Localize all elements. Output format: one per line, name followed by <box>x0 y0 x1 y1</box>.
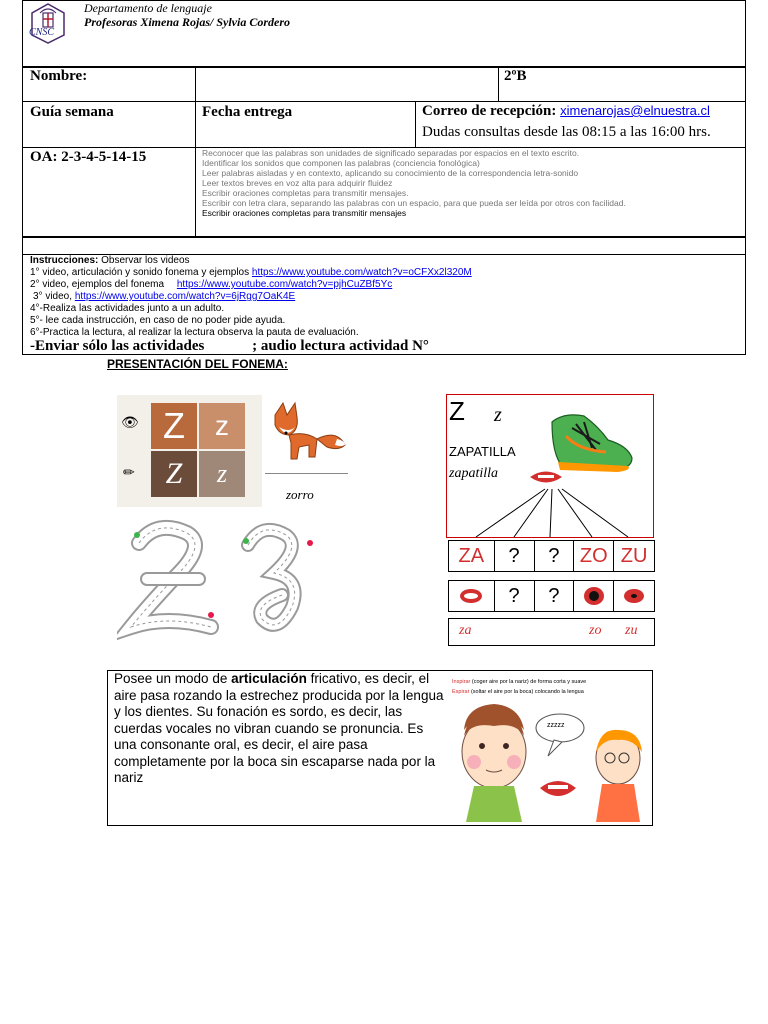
oa-item: Leer textos breves en voz alta para adquirir fluidez <box>202 178 393 188</box>
lower-z-script: z <box>216 459 228 488</box>
mouth-icon <box>528 468 564 486</box>
small-z-script: z <box>494 404 502 426</box>
oa-item: Escribir con letra clara, separando las palabras con un espacio, para que pueda ser leída por otros con facilidad. <box>202 198 626 208</box>
upper-z-script: Z <box>165 457 183 490</box>
oa-label: OA: 2-3-4-5-14-15 <box>30 149 147 165</box>
mail-label: Correo de recepción: <box>422 103 557 119</box>
lower-z: z <box>215 410 229 441</box>
hours-text: Dudas consultas desde las 08:15 a las 16:00 hrs. <box>422 124 711 140</box>
articulation-bold: articulación <box>231 671 307 686</box>
big-z: Z <box>449 396 465 426</box>
video3-link[interactable]: https://www.youtube.com/watch?v=6jRgg7OaK4E <box>74 291 296 302</box>
mouth-a-icon <box>459 588 483 604</box>
instructions-intro: Observar los videos <box>101 255 190 266</box>
arrows-diagram <box>470 485 640 540</box>
syllable-blank: ? <box>508 544 520 567</box>
step6: 6°-Practica la lectura, al realizar la lectura observa la pauta de evaluación. <box>30 327 359 338</box>
syllable-blank: ? <box>548 544 560 567</box>
eye-icon: 👁 <box>121 416 139 431</box>
mouth-o-icon <box>583 586 605 606</box>
word-script: zapatilla <box>449 466 499 481</box>
video3-text: 3° video, <box>33 291 73 302</box>
oa-item: Reconocer que las palabras son unidades de significado separadas por espacios en el texto escrito. <box>202 148 580 158</box>
oa-item: Escribir oraciones completas para transmitir mensajes. <box>202 188 409 198</box>
word-print: ZAPATILLA <box>449 444 516 459</box>
oa-list <box>202 148 742 218</box>
video2-link[interactable]: https://www.youtube.com/watch?v=pjhCuZBf5Yc <box>176 279 393 290</box>
fox-image <box>265 395 350 470</box>
instructions <box>30 255 740 339</box>
articulation-text-a: Posee un modo de <box>114 671 232 686</box>
script-zo: zo <box>589 623 602 638</box>
script-zu: zu <box>625 623 638 638</box>
kids-illustration <box>454 700 648 822</box>
articulation-text-b: fricativo, es decir, el aire pasa rozando la estrechez producida por la lengua y los dientes. Su fonación es sordo, es decir, las cuerdas vocales no vibran cuando se pronuncia. Es una consonante oral, es decir, el aire pasa completamente por la boca sin escaparse nada por la nariz <box>114 671 444 785</box>
video2-text: 2° video, ejemplos del fonema <box>30 279 165 290</box>
syllable-row <box>448 540 655 572</box>
week-label: Guía semana <box>30 104 114 120</box>
inspirar-label: Inspirar <box>452 679 471 685</box>
oa-item: Escribir oraciones completas para transmitir mensajes <box>202 208 407 218</box>
syllable-zu: ZU <box>620 544 648 567</box>
send-activities: -Enviar sólo las actividades <box>30 338 205 354</box>
video1-link[interactable]: https://www.youtube.com/watch?v=oCFXx2l320M <box>251 267 472 278</box>
trace-lower-z <box>232 515 318 640</box>
mail-link[interactable]: ximenarojas@elnuestra.cl <box>560 103 710 118</box>
due-date-label: Fecha entrega <box>202 104 293 120</box>
step5: 5°- lee cada instrucción, en caso de no poder pide ayuda. <box>30 315 286 326</box>
shoe-image <box>548 410 634 475</box>
oa-item: Leer palabras aisladas y en contexto, aplicando su conocimiento de la correspondencia letra-sonido <box>202 168 579 178</box>
bubble-text: zzzzz <box>547 722 565 729</box>
syllable-za: ZA <box>458 544 485 567</box>
espirar-label: Espirar <box>452 689 470 695</box>
mouth-row <box>448 580 655 612</box>
mail-row <box>422 103 710 120</box>
step4: 4°-Realiza las actividades junto a un adulto. <box>30 303 225 314</box>
section-title: PRESENTACIÓN DEL FONEMA: <box>107 357 288 371</box>
upper-z: Z <box>163 405 185 446</box>
name-field[interactable] <box>196 68 497 100</box>
mouth-blank: ? <box>508 584 520 607</box>
articulation-text <box>114 671 444 787</box>
video1-text: 1° video, articulación y sonido fonema y ejemplos <box>30 267 250 278</box>
trace-upper-z <box>117 515 227 640</box>
letter-card <box>117 395 262 507</box>
school-logo <box>26 1 70 45</box>
name-label: Nombre: <box>30 68 88 84</box>
send-note <box>30 338 429 355</box>
script-za: za <box>459 623 472 638</box>
mouth-u-icon <box>623 588 645 604</box>
script-row <box>448 618 655 646</box>
send-audio: ; audio lectura actividad N° <box>252 338 429 354</box>
fox-caption: zorro <box>286 487 314 502</box>
inspirar-text: (coger aire por la nariz) de forma corta y suave <box>471 679 587 685</box>
logo-text: CNSC <box>29 27 55 38</box>
department-name: Departamento de lenguaje <box>84 1 212 15</box>
syllable-zo: ZO <box>579 544 608 567</box>
espirar-text: (soltar el aire por la boca) colocando la lengua <box>470 689 584 695</box>
breathing-notes <box>452 677 648 697</box>
instructions-label: Instrucciones: <box>30 255 99 266</box>
mouth-blank: ? <box>548 584 560 607</box>
pencil-icon: ✏ <box>123 466 135 481</box>
oa-item: Identificar los sonidos que componen las palabras (conciencia fonológica) <box>202 158 480 168</box>
teachers-name: Profesoras Ximena Rojas/ Sylvia Cordero <box>84 15 291 29</box>
grade-label: 2ºB <box>504 68 527 84</box>
